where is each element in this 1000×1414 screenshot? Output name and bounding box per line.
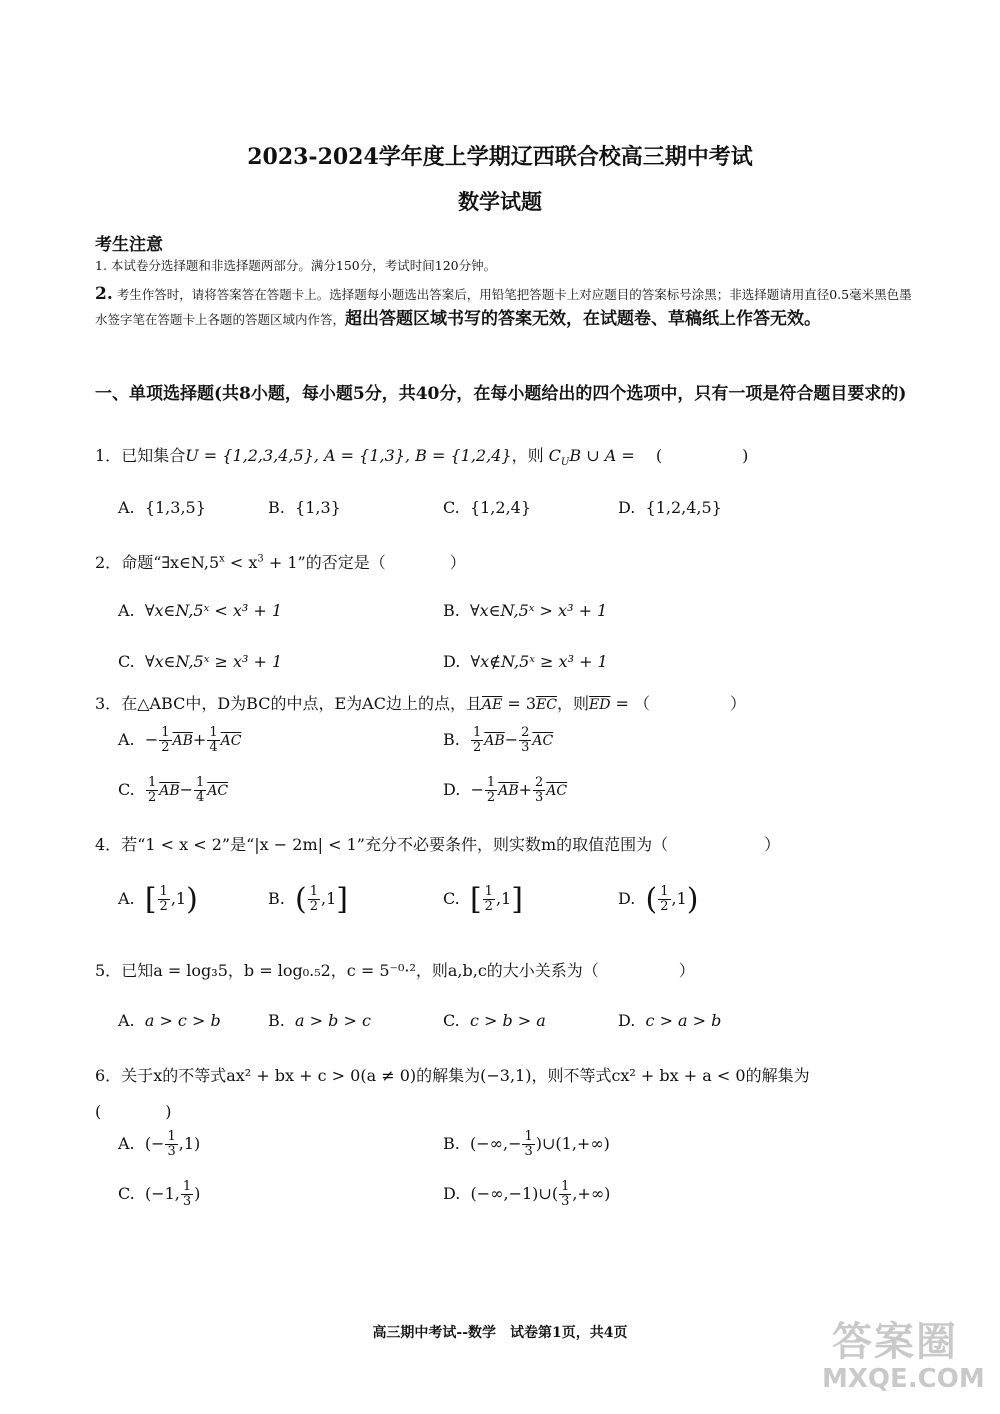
option-label: A. — [118, 1011, 135, 1030]
option-value: (−∞,− — [470, 1134, 522, 1153]
fraction-num: 1 — [473, 725, 482, 740]
option-value: ∀x∈N,5ˣ < x³ + 1 — [144, 601, 283, 620]
q5-option-b[interactable] — [268, 1011, 371, 1030]
option-value: (− — [144, 1134, 165, 1153]
fraction-den: 3 — [524, 1144, 533, 1159]
fraction-num: 1 — [524, 1129, 533, 1144]
option-label: D. — [443, 1184, 461, 1203]
option-label: B. — [268, 889, 285, 908]
fraction-den: 2 — [147, 790, 157, 805]
bracket-left: ( — [645, 882, 658, 917]
fraction-den: 3 — [182, 1194, 192, 1209]
option-label: D. — [618, 1011, 636, 1030]
option-label: B. — [443, 1134, 460, 1153]
q6-option-b[interactable] — [443, 1130, 610, 1159]
bracket-right: ] — [336, 882, 348, 917]
bracket-left: [ — [469, 882, 482, 917]
fraction-num: 1 — [161, 725, 170, 740]
option-label: B. — [268, 1011, 285, 1030]
answer-paren: ( ) — [655, 446, 749, 465]
q1-option-c[interactable] — [443, 498, 531, 517]
fraction — [658, 885, 670, 914]
question-number: 2． — [95, 553, 122, 572]
option-label: C. — [118, 1184, 135, 1203]
fraction-num: 1 — [159, 884, 168, 899]
fraction — [159, 726, 171, 755]
vector-ac: $\overline{AC}$ — [207, 783, 229, 799]
option-label: A. — [118, 730, 135, 749]
math-sign: − — [470, 780, 484, 799]
q3-option-c[interactable] — [118, 776, 228, 805]
option-value: (−∞,−1)∪( — [470, 1184, 559, 1203]
question-text: < x — [224, 553, 258, 572]
option-value: {1,3,5} — [144, 498, 206, 517]
question-text: 关于x的不等式ax² + bx + c > 0(a ≠ 0)的解集为(−3,1)，则不等式cx² + bx + a < 0的解集为 — [121, 1066, 810, 1085]
option-label: C. — [443, 889, 460, 908]
question-6 — [95, 1063, 810, 1086]
fraction — [158, 885, 170, 914]
question-3 — [95, 691, 746, 714]
q2-option-d[interactable] — [443, 652, 608, 671]
q6-option-c[interactable] — [118, 1180, 200, 1209]
fraction-den: 2 — [484, 899, 493, 914]
question-text: 在△ABC中，D为BC的中点，E为AC边上的点，且 — [121, 694, 482, 713]
question-text: = 3 — [502, 694, 537, 713]
exam-title: 2023-2024学年度上学期辽西联合校高三期中考试 — [247, 144, 753, 170]
notice-item-2 — [95, 282, 920, 332]
fraction-den: 3 — [167, 1144, 176, 1159]
fraction — [194, 776, 206, 805]
q1-option-b[interactable] — [268, 498, 341, 517]
fraction-den: 2 — [486, 790, 496, 805]
option-label: C. — [118, 652, 135, 671]
vector-ab: $\overline{AB}$ — [159, 783, 180, 799]
q3-option-b[interactable] — [443, 726, 553, 755]
fraction-den: 2 — [309, 899, 319, 914]
option-value: ,1) — [178, 1134, 201, 1153]
math-expr-tail: B ∪ A = — [569, 446, 635, 465]
option-value: ,1 — [671, 889, 687, 908]
option-value: (−1, — [144, 1184, 180, 1203]
option-value: )∪(1,+∞) — [535, 1134, 610, 1153]
fraction-den: 4 — [209, 740, 218, 755]
q5-option-a[interactable] — [118, 1011, 221, 1030]
option-value: {1,3} — [295, 498, 341, 517]
answer-paren: ( ) — [95, 1102, 172, 1121]
fraction-den: 2 — [660, 899, 669, 914]
option-value: c > a > b — [645, 1011, 722, 1030]
option-label: C. — [118, 780, 135, 799]
q3-option-a[interactable] — [118, 726, 241, 755]
fraction — [165, 1130, 177, 1159]
fraction-den: 4 — [196, 790, 205, 805]
option-value: {1,2,4,5} — [645, 498, 722, 517]
fraction-den: 3 — [535, 790, 544, 805]
fraction-num: 1 — [147, 775, 157, 790]
q2-option-c[interactable] — [118, 652, 282, 671]
vector-ac: $\overline{AC}$ — [546, 783, 568, 799]
fraction — [308, 885, 320, 914]
fraction — [181, 1180, 193, 1209]
option-label: C. — [443, 498, 460, 517]
notice-item-2-number: 2. — [95, 284, 113, 304]
q6-option-a[interactable] — [118, 1130, 200, 1159]
vector-ab: $\overline{AB}$ — [172, 733, 193, 749]
question-text: = （ ） — [610, 694, 747, 713]
fraction — [559, 1180, 571, 1209]
option-value: ,+∞) — [572, 1184, 611, 1203]
option-value: ,1 — [321, 889, 337, 908]
q2-option-b[interactable] — [443, 601, 607, 620]
option-label: B. — [443, 601, 460, 620]
q2-option-a[interactable] — [118, 601, 282, 620]
vector-ab: $\overline{AB}$ — [484, 733, 505, 749]
option-label: D. — [443, 780, 461, 799]
fraction — [485, 776, 497, 805]
bracket-left: [ — [144, 882, 157, 917]
question-text: 命题“∃x∈N,5 — [121, 553, 220, 572]
option-value: ∀x∈N,5ˣ ≥ x³ + 1 — [144, 652, 283, 671]
fraction — [533, 776, 545, 805]
bracket-right: ] — [511, 882, 523, 917]
exam-subtitle: 数学试题 — [458, 189, 542, 214]
question-text: 已知集合 — [121, 446, 186, 465]
question-text: + 1”的否定是（ ） — [263, 553, 466, 572]
fraction-num: 1 — [309, 884, 319, 899]
fraction-den: 2 — [473, 740, 482, 755]
fraction-num: 1 — [561, 1179, 570, 1194]
option-value: a > b > c — [295, 1011, 371, 1030]
vector-ac: $\overline{AC}$ — [220, 733, 242, 749]
fraction-den: 2 — [161, 740, 170, 755]
math-sign: + — [192, 730, 207, 749]
q3-option-d[interactable] — [443, 776, 567, 805]
q5-option-d[interactable] — [618, 1011, 721, 1030]
fraction-num: 1 — [182, 1179, 192, 1194]
fraction-num: 1 — [486, 775, 496, 790]
fraction-den: 3 — [521, 740, 530, 755]
bracket-right: ) — [186, 882, 198, 917]
option-label: D. — [618, 498, 636, 517]
notice-item-2-text: 考生作答时，请将答案答在答题卡上。选择题每小题选出答案后，用铅笔把答题卡上对应题目的答案标号涂黑；非选择题请用直径0.5毫米黑色墨水签字笔在答题卡上各题的答题区域内作答， — [95, 287, 912, 327]
math-sup: 3 — [257, 553, 264, 565]
question-number: 6． — [95, 1066, 122, 1085]
option-value: a > c > b — [144, 1011, 221, 1030]
notice-heading: 考生注意 — [95, 235, 163, 255]
option-label: C. — [443, 1011, 460, 1030]
option-label: B. — [443, 730, 460, 749]
fraction-num: 2 — [535, 775, 544, 790]
q1-option-d[interactable] — [618, 498, 722, 517]
fraction-num: 2 — [521, 725, 530, 740]
question-number: 1． — [95, 446, 122, 465]
question-2 — [95, 550, 466, 573]
math-sets: U = {1,2,3,4,5}, A = {1,3}, B = {1,2,4} — [185, 446, 512, 465]
page-footer: 高三期中考试--数学 试卷第1页，共4页 — [372, 1325, 628, 1341]
q4-option-b[interactable] — [268, 882, 348, 917]
math-sign: − — [144, 730, 159, 749]
option-value: c > b > a — [469, 1011, 546, 1030]
watermark-text: 答案圈 — [832, 1319, 958, 1365]
fraction-num: 1 — [196, 775, 205, 790]
vector-ec: $\overline{EC}$ — [536, 697, 557, 713]
notice-item-2-bold: 超出答题区域书写的答案无效，在试题卷、草稿纸上作答无效。 — [345, 309, 822, 329]
q5-option-c[interactable] — [443, 1011, 546, 1030]
option-value: ,1 — [495, 889, 512, 908]
watermark-logo — [822, 1310, 992, 1410]
vector-ae: $\overline{AE}$ — [481, 697, 503, 713]
bracket-left: ( — [295, 882, 307, 917]
fraction-num: 1 — [167, 1129, 176, 1144]
option-label: A. — [118, 498, 135, 517]
q1-option-a[interactable] — [118, 498, 206, 517]
q4-option-c[interactable] — [443, 882, 523, 917]
math-sign: + — [518, 780, 533, 799]
fraction-num: 1 — [660, 884, 669, 899]
q6-option-d[interactable] — [443, 1180, 610, 1209]
question-number: 4． — [95, 835, 122, 854]
notice-item-1: 1. 本试卷分选择题和非选择题两部分。满分150分，考试时间120分钟。 — [95, 258, 497, 273]
fraction — [522, 1130, 534, 1159]
option-label: A. — [118, 889, 135, 908]
q4-option-d[interactable] — [618, 882, 699, 917]
math-sign: − — [504, 730, 519, 749]
question-text: ，则 — [557, 694, 590, 713]
option-label: A. — [118, 601, 135, 620]
option-value: ,1 — [170, 889, 187, 908]
question-text: 若“1 < x < 2”是“|x − 2m| < 1”充分不必要条件，则实数m的取值范围为（ ） — [121, 835, 781, 854]
math-sup: x — [219, 553, 225, 565]
fraction — [483, 885, 495, 914]
question-1 — [95, 443, 748, 468]
vector-ab: $\overline{AB}$ — [498, 783, 519, 799]
option-value: ∀x∉N,5ˣ ≥ x³ + 1 — [470, 652, 608, 671]
option-value: ∀x∈N,5ˣ > x³ + 1 — [470, 601, 608, 620]
question-text: ，则 — [511, 446, 544, 465]
math-complement: C — [548, 446, 561, 465]
fraction-num: 1 — [484, 884, 493, 899]
math-sign: − — [179, 780, 194, 799]
option-value: ) — [194, 1184, 201, 1203]
option-label: B. — [268, 498, 285, 517]
math-expr — [548, 446, 635, 469]
question-text: 已知a = log₃5，b = log₀.₅2，c = 5⁻⁰·²，则a,b,c的大小关系为（ ） — [121, 961, 695, 980]
fraction-den: 2 — [159, 899, 168, 914]
fraction — [207, 726, 219, 755]
q4-option-a[interactable] — [118, 882, 198, 917]
vector-ed: $\overline{ED}$ — [589, 697, 611, 713]
question-number: 5． — [95, 961, 122, 980]
fraction — [146, 776, 158, 805]
option-label: D. — [443, 652, 461, 671]
question-number: 3． — [95, 694, 122, 713]
fraction — [471, 726, 483, 755]
question-4 — [95, 832, 780, 855]
math-sub: U — [560, 457, 570, 469]
vector-ac: $\overline{AC}$ — [532, 733, 554, 749]
bracket-right: ) — [686, 882, 699, 917]
option-value: {1,2,4} — [469, 498, 532, 517]
section-heading: 一、单项选择题(共8小题，每小题5分，共40分，在每小题给出的四个选项中，只有一项是符合题目要求的) — [95, 384, 907, 404]
fraction — [519, 726, 531, 755]
question-5 — [95, 958, 695, 981]
option-label: D. — [618, 889, 636, 908]
fraction-den: 3 — [561, 1194, 570, 1209]
option-label: A. — [118, 1134, 135, 1153]
fraction-num: 1 — [209, 725, 218, 740]
watermark-url: MXQE.COM — [822, 1364, 985, 1394]
